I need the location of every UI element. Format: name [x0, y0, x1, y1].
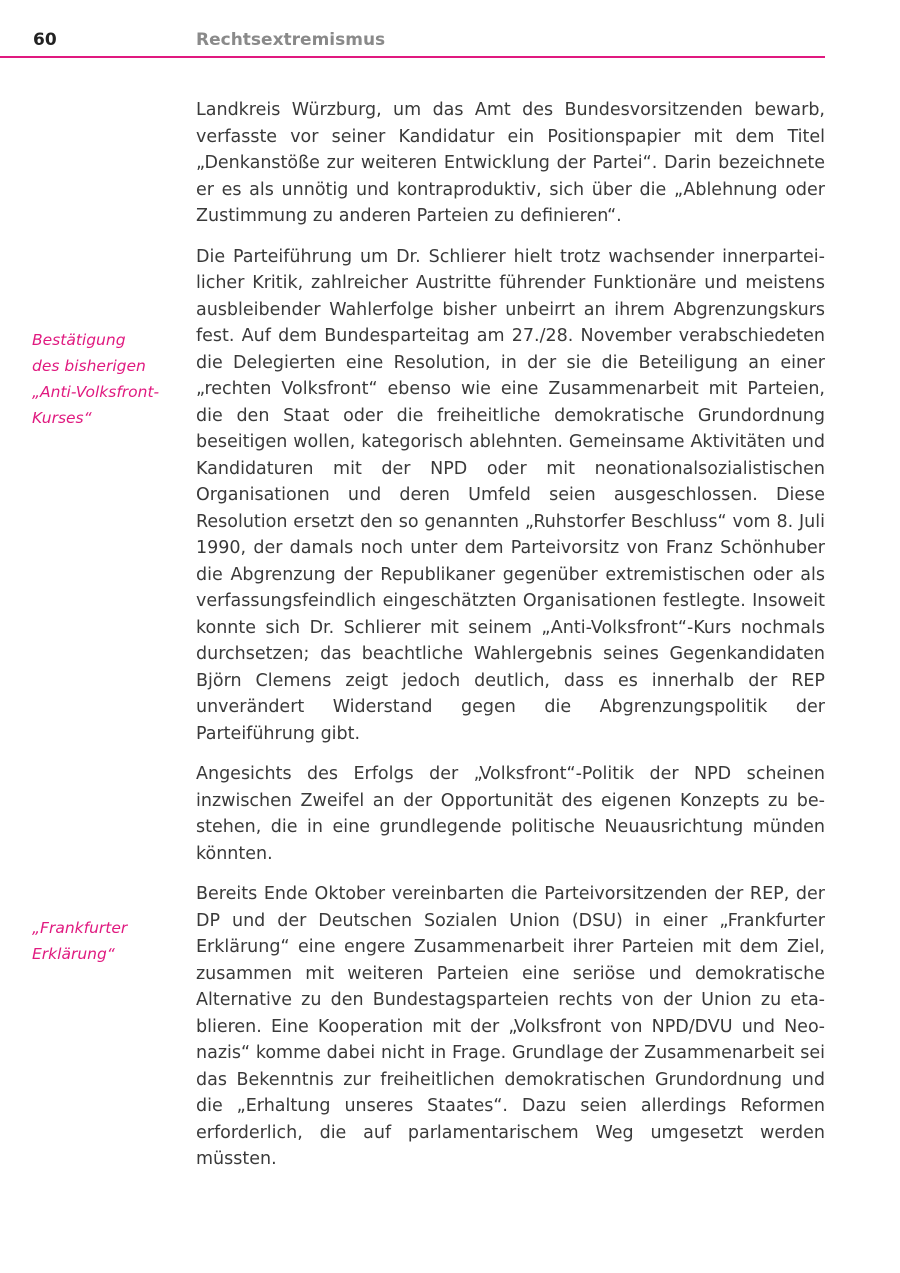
margin-note-line: Erklärung“: [32, 945, 115, 963]
paragraph-2: Die Parteiführung um Dr. Schlierer hielt trotz wachsender innerparteilicher Kritik, zahlreicher Austritte führender Funktionäre und meistens ausbleibender Wahlerfolge bisher unbeirrt an ihrem Abgrenzungskurs fest. Auf dem Bundesparteitag am 27./28. November verabschiedeten die Delegierten eine Resolution, in der sie die Beteiligung an einer „rechten Volksfront“ ebenso wie eine Zusammenarbeit mit Parteien, die den Staat oder die freiheitliche demokratische Grundordnung beseitigen wollen, kategorisch ablehnten. Gemeinsame Aktivitäten und Kandidaturen mit der NPD oder mit neonationalsozialistischen Organisationen und deren Umfeld seien ausgeschlossen. Diese Resolution ersetzt den so genannten „Ruhstorfer Beschluss“ vom 8. Juli 1990, der damals noch unter dem Parteivorsitz von Franz Schönhuber die Abgrenzung der Republikaner gegenüber extremistischen oder als verfassungsfeindlich eingeschätzten Organisationen festlegte. Insoweit konnte sich Dr. Schlierer mit seinem „Anti-Volksfront“-Kurs nochmals durchsetzen; das beachtliche Wahlergebnis seines Gegenkandidaten Björn Clemens zeigt jedoch deutlich, dass es innerhalb der REP unverändert Widerstand gegen die Abgrenzungspolitik der Parteiführung gibt.: [196, 246, 825, 744]
page-header: [0, 28, 825, 58]
margin-note-line: des bisherigen: [32, 357, 146, 375]
margin-note-line: „Anti-Volksfront-: [32, 383, 160, 401]
margin-note-frankfurter-erklaerung: [32, 915, 182, 967]
margin-note-line: „Frankfurter: [32, 919, 128, 937]
margin-note-line: Kurses“: [32, 409, 92, 427]
page-number: 60: [33, 30, 57, 50]
paragraph-4: Bereits Ende Oktober vereinbarten die Parteivorsitzenden der REP, der DP und der Deutschen Sozialen Union (DSU) in einer „Frankfurter Erklärung“ eine engere Zusammenarbeit ihrer Parteien mit dem Ziel, zusammen mit weiteren Parteien eine seriöse und demokratische Alternative zu den Bundestagsparteien rechts von der Union zu etablieren. Eine Kooperation mit der „Volksfront von NPD/DVU und Neonazis“ komme dabei nicht in Frage. Grundlage der Zusammenarbeit sei das Bekenntnis zur freiheitlichen demokratischen Grundordnung und die „Erhaltung unseres Staates“. Dazu seien allerdings Reformen erforderlich, die auf parlamentarischem Weg umgesetzt werden müssten.: [196, 884, 825, 1169]
body-text: [196, 97, 825, 1187]
header-divider: [0, 56, 825, 58]
paragraph-1: Landkreis Würzburg, um das Amt des Bundesvorsitzenden bewarb, verfasste vor seiner Kandidatur ein Positionspapier mit dem Titel „Denkanstöße zur weiteren Entwicklung der Partei“. Darin bezeichnete er es als unnötig und kontraproduktiv, sich über die „Ablehnung oder Zustimmung zu anderen Parteien zu definieren“.: [196, 100, 825, 226]
paragraph-3: Angesichts des Erfolgs der „Volksfront“-Politik der NPD scheinen inzwischen Zweifel an der Opportunität des eigenen Konzepts zu bestehen, die in eine grundlegende politische Neuausrichtung münden könnten.: [196, 764, 825, 864]
margin-note-line: Bestätigung: [32, 331, 126, 349]
running-head: Rechtsextremismus: [196, 30, 386, 50]
margin-note-anti-volksfront: [32, 327, 182, 431]
